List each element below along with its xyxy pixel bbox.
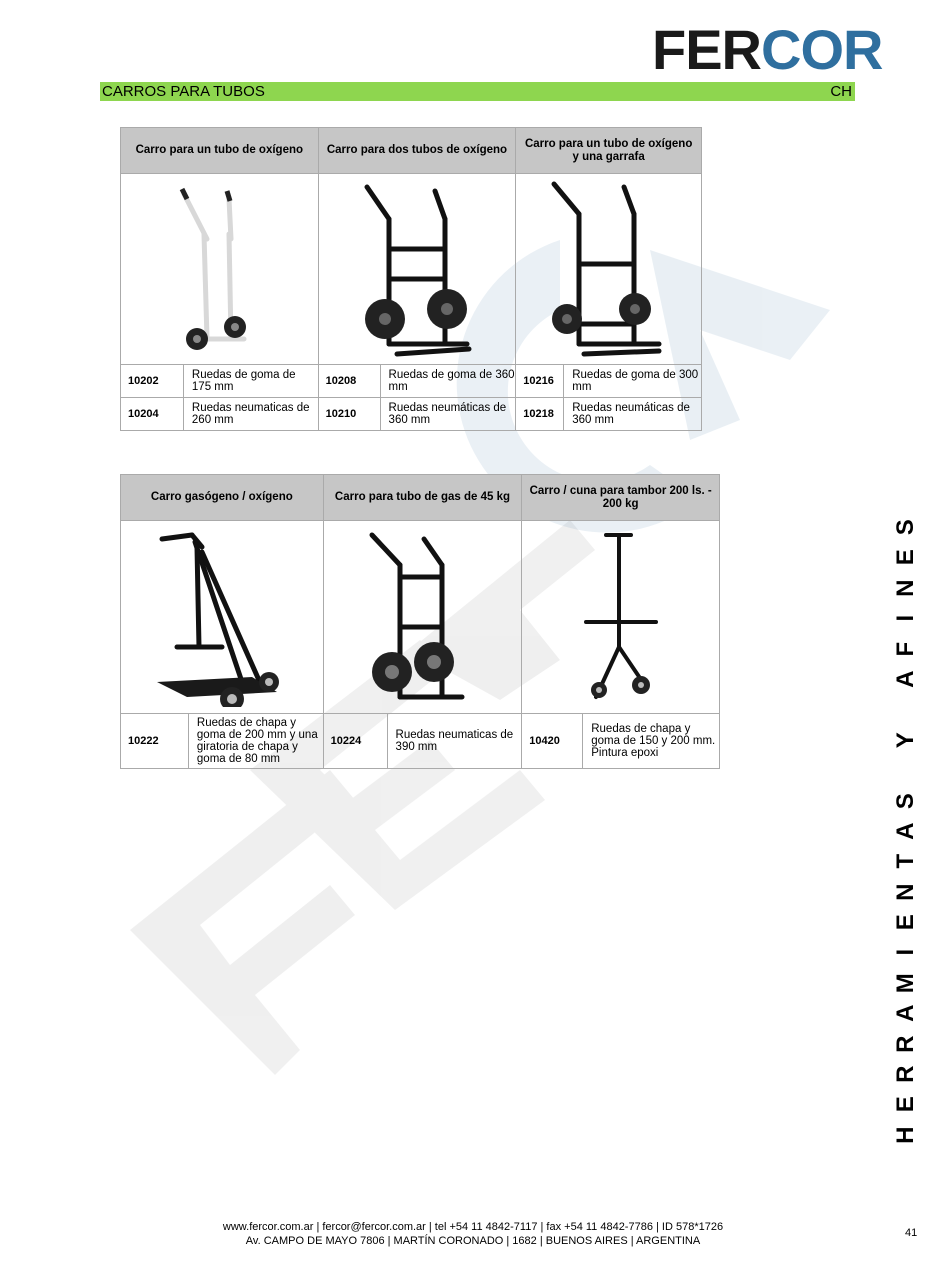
side-text-char: Y: [891, 731, 919, 748]
side-text-char: A: [891, 670, 919, 688]
side-text-char: R: [891, 1065, 919, 1083]
page-number: 41: [905, 1227, 918, 1239]
footer-contact: www.fercor.com.ar | fercor@fercor.com.ar | tel +54 11 4842-7117 | fax +54 11 4842-7786 | ID 578*1726: [222, 1221, 724, 1233]
side-text-char: I: [891, 615, 919, 622]
side-text-char: S: [891, 519, 919, 536]
table1-header-1: Carro para un tubo de oxígeno: [121, 128, 319, 174]
table1-code-10216: 10216: [516, 365, 564, 398]
side-text-char: E: [891, 914, 919, 931]
section-code: CH: [830, 83, 852, 100]
table1-code-10208: 10208: [318, 365, 380, 398]
table2-header-1: Carro gasógeno / oxígeno: [121, 475, 324, 521]
table2-code-10222: 10222: [121, 714, 189, 769]
two-tube-cart-icon: [357, 179, 477, 359]
table1-desc-10202: Ruedas de goma de 175 mm: [183, 365, 318, 398]
table1-desc-10218: Ruedas neumáticas de 360 mm: [564, 398, 702, 431]
side-text-char: T: [891, 854, 919, 869]
section-header-bar: [100, 82, 855, 101]
side-text-char: H: [891, 1126, 919, 1144]
side-text-char: R: [891, 1035, 919, 1053]
table2-header-3: Carro / cuna para tambor 200 ls. - 200 kg: [522, 475, 720, 521]
table1-code-10218: 10218: [516, 398, 564, 431]
single-tube-cart-icon: [159, 179, 279, 359]
side-category-text: [893, 512, 919, 1150]
section-title: CARROS PARA TUBOS: [102, 83, 265, 100]
product-image-10224: [323, 521, 522, 714]
table1-desc-10216: Ruedas de goma de 300 mm: [564, 365, 702, 398]
table2-header-2: Carro para tubo de gas de 45 kg: [323, 475, 522, 521]
table2-code-10420: 10420: [522, 714, 583, 769]
product-image-10202: [121, 174, 319, 365]
side-text-char: [891, 697, 921, 723]
table1-code-10204: 10204: [121, 398, 184, 431]
table1-code-10210: 10210: [318, 398, 380, 431]
table2-desc-10222: Ruedas de chapa y goma de 200 mm y una giratoria de chapa y goma de 80 mm: [188, 714, 323, 769]
footer-address: Av. CAMPO DE MAYO 7806 | MARTÍN CORONADO | 1682 | BUENOS AIRES | ARGENTINA: [245, 1235, 701, 1247]
table1-code-10202: 10202: [121, 365, 184, 398]
gas-tube-cart-icon: [362, 527, 482, 707]
tube-and-bottle-cart-icon: [549, 179, 669, 359]
logo-fer: FER: [652, 18, 761, 81]
fercor-logo: [652, 18, 883, 81]
side-text-char: M: [891, 973, 919, 994]
table1-header-2: Carro para dos tubos de oxígeno: [318, 128, 516, 174]
side-text-char: N: [891, 579, 919, 597]
product-table-1: [120, 127, 702, 431]
product-image-10216: [516, 174, 702, 365]
table2-desc-10420: Ruedas de chapa y goma de 150 y 200 mm. Pintura epoxi: [583, 714, 720, 769]
product-image-10208: [318, 174, 516, 365]
table1-desc-10210: Ruedas neumáticas de 360 mm: [380, 398, 516, 431]
table1-desc-10204: Ruedas neumaticas de 260 mm: [183, 398, 318, 431]
logo-cor: COR: [761, 18, 883, 81]
side-text-char: E: [891, 1096, 919, 1113]
table2-desc-10224: Ruedas neumaticas de 390 mm: [387, 714, 522, 769]
table1-header-3: Carro para un tubo de oxígeno y una garrafa: [516, 128, 702, 174]
table2-code-10224: 10224: [323, 714, 387, 769]
side-text-char: S: [891, 792, 919, 809]
side-text-char: N: [891, 883, 919, 901]
product-table-2: [120, 474, 720, 769]
product-image-10420: [522, 521, 720, 714]
side-text-char: [891, 757, 921, 783]
side-text-char: A: [891, 1004, 919, 1023]
side-text-char: E: [891, 549, 919, 566]
side-text-char: A: [891, 822, 919, 840]
table1-desc-10208: Ruedas de goma de 360 mm: [380, 365, 516, 398]
gas-generator-cart-icon: [157, 527, 287, 707]
side-text-char: I: [891, 949, 919, 957]
product-image-10222: [121, 521, 324, 714]
drum-cradle-cart-icon: [561, 527, 681, 707]
side-text-char: F: [891, 641, 919, 657]
